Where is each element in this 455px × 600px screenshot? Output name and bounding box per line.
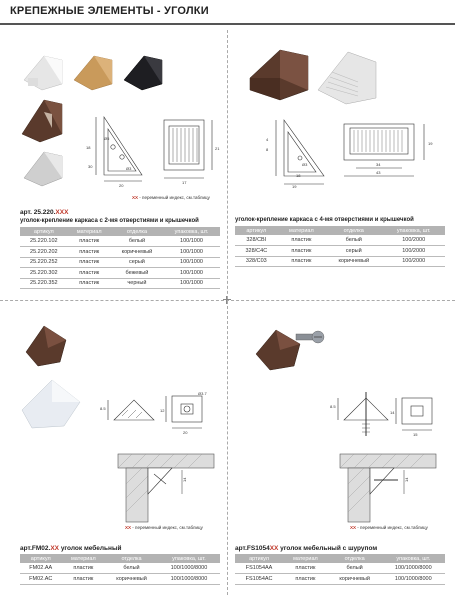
dim-left-0: 8.5	[100, 406, 106, 411]
photo-brown-corner-4hole	[250, 50, 308, 100]
table-cell: 25.220.302	[20, 268, 68, 279]
drawing-side-view	[338, 392, 388, 436]
table-fm02	[20, 554, 220, 585]
drawing-front-view	[344, 124, 424, 176]
photo-white-corner	[24, 56, 62, 90]
table-cell: пластик	[68, 268, 111, 279]
table-328	[235, 226, 445, 267]
col-finish: отделка	[328, 554, 382, 563]
photo-brown-corner	[22, 100, 62, 142]
table-cell: пластик	[278, 256, 325, 267]
table-cell: пластик	[68, 236, 111, 247]
table-cell: 100/1000	[163, 236, 220, 247]
dim-right-2: 20	[183, 430, 188, 435]
dim-left-3: Ø3	[126, 166, 132, 171]
drawing-side-view	[108, 400, 154, 420]
table-cell: 328/CBI	[235, 235, 278, 246]
table-cell: пластик	[68, 247, 111, 258]
table-cell: 328/C4C	[235, 246, 278, 257]
table-fs1054	[235, 554, 445, 585]
table-cell: белый	[105, 563, 158, 574]
drawing-front-view	[164, 120, 212, 178]
photo-brown-fm02	[26, 326, 66, 366]
table-row	[235, 235, 445, 246]
table-cell: пластик	[278, 246, 325, 257]
description-328: уголок-крепление каркаса с 4-мя отверстиями и крышечкой	[235, 217, 414, 223]
col-material: материал	[278, 226, 325, 235]
dim-left-0: 18	[86, 145, 91, 150]
table-cell: пластик	[62, 563, 106, 574]
dim-right-0: 14	[390, 410, 395, 415]
product-photos-328	[236, 38, 451, 203]
table-cell: пластик	[283, 574, 328, 585]
page-title: КРЕПЕЖНЫЕ ЭЛЕМЕНТЫ - УГОЛКИ	[10, 5, 209, 17]
col-pack: упаковка, шт.	[382, 554, 445, 563]
dim-install-0: 14	[182, 477, 187, 482]
table-cell: пластик	[62, 574, 106, 585]
note-variable-index: XX - переменный индекс, см.таблицу	[132, 195, 210, 200]
dim-left-2: Ø5	[104, 136, 110, 141]
table-row	[20, 563, 220, 574]
table-cell: серый	[111, 257, 163, 268]
col-finish: отделка	[325, 226, 382, 235]
table-cell: 25.220.352	[20, 278, 68, 289]
table-row	[20, 236, 220, 247]
table-cell: 328/C03	[235, 256, 278, 267]
table-cell: 100/1000	[163, 257, 220, 268]
photo-brown-fs1054	[256, 330, 324, 370]
col-article: артикул	[235, 554, 283, 563]
table-cell: пластик	[68, 278, 111, 289]
table-cell: FM02.AA	[20, 563, 62, 574]
dim-right-0: 34	[376, 162, 381, 167]
col-pack: упаковка, шт.	[163, 227, 220, 236]
table-cell: 100/2000	[382, 235, 445, 246]
col-article: артикул	[235, 226, 278, 235]
col-pack: упаковка, шт.	[382, 226, 445, 235]
drawing-side-view	[96, 117, 142, 181]
page-header	[0, 0, 455, 25]
table-cell: 100/1000/8000	[382, 574, 445, 585]
table-cell: коричневый	[105, 574, 158, 585]
dim-right-0: 21	[215, 146, 220, 151]
drawing-installation	[340, 454, 436, 522]
dim-right-2: 19	[428, 141, 433, 146]
table-row	[20, 257, 220, 268]
table-cell: белый	[328, 563, 382, 574]
dim-left-2: Ø3	[302, 162, 308, 167]
product-photos-fs1054	[236, 322, 451, 532]
product-photos-fm02	[14, 322, 224, 532]
table-cell: белый	[111, 236, 163, 247]
col-finish: отделка	[105, 554, 158, 563]
table-cell: FS1054AA	[235, 563, 283, 574]
dim-left-4: 19	[292, 184, 297, 189]
table-cell: серый	[325, 246, 382, 257]
col-material: материал	[283, 554, 328, 563]
photo-black-corner	[124, 56, 162, 90]
crop-mark	[223, 296, 231, 304]
table-row	[235, 246, 445, 257]
table-row	[235, 574, 445, 585]
table-cell: FS1054AC	[235, 574, 283, 585]
col-finish: отделка	[111, 227, 163, 236]
photo-beige-corner	[74, 56, 112, 90]
dim-right-0: Ø3.7	[198, 391, 207, 396]
dim-left-1: 30	[88, 164, 93, 169]
table-row	[235, 563, 445, 574]
table-row	[235, 256, 445, 267]
col-article: артикул	[20, 227, 68, 236]
table-cell: пластик	[278, 235, 325, 246]
article-fs1054: арт.FS1054XX уголок мебельный с шурупом	[235, 545, 378, 552]
table-cell: 25.220.252	[20, 257, 68, 268]
table-cell: коричневый	[325, 256, 382, 267]
note-variable-index: XX - переменный индекс, см.таблицу	[125, 525, 203, 530]
dim-right-1: 15	[413, 432, 418, 437]
table-cell: 25.220.102	[20, 236, 68, 247]
table-cell: коричневый	[111, 247, 163, 258]
article-25220: арт. 25.220.XXX	[20, 209, 69, 216]
dim-left-1: 8	[266, 147, 269, 152]
dim-left-0: 4	[266, 137, 269, 142]
dim-install-0: 14	[404, 477, 409, 482]
col-pack: упаковка, шт.	[158, 554, 220, 563]
table-row	[20, 247, 220, 258]
table-cell: коричневый	[328, 574, 382, 585]
col-article: артикул	[20, 554, 62, 563]
table-cell: 100/1000/8000	[158, 574, 220, 585]
col-material: материал	[62, 554, 106, 563]
article-fm02: арт.FM02.XX уголок мебельный	[20, 545, 122, 552]
product-photos-25220	[14, 38, 219, 203]
table-cell: черный	[111, 278, 163, 289]
drawing-front-view	[166, 396, 202, 428]
table-cell: FM02.AC	[20, 574, 62, 585]
note-variable-index: XX - переменный индекс, см.таблицу	[350, 525, 428, 530]
photo-gray-corner	[24, 152, 62, 186]
photo-white-fm02	[22, 380, 80, 428]
dim-left-0: 8.5	[330, 404, 336, 409]
table-cell: 100/1000/8000	[382, 563, 445, 574]
photo-white-corner-4hole	[318, 52, 376, 104]
table-cell: 25.220.202	[20, 247, 68, 258]
table-cell: 100/1000	[163, 268, 220, 279]
dim-right-1: 17	[182, 180, 187, 185]
table-cell: 100/1000	[163, 247, 220, 258]
table-cell: 100/1000	[163, 278, 220, 289]
drawing-front-view	[396, 398, 432, 430]
table-cell: пластик	[68, 257, 111, 268]
dim-left-4: 20	[119, 183, 124, 188]
table-cell: пластик	[283, 563, 328, 574]
dim-right-1: 12	[160, 408, 165, 413]
table-row	[20, 574, 220, 585]
table-cell: 100/1000/8000	[158, 563, 220, 574]
dim-left-3: 18	[296, 173, 301, 178]
col-material: материал	[68, 227, 111, 236]
table-cell: белый	[325, 235, 382, 246]
vertical-divider	[227, 30, 228, 595]
table-25220	[20, 227, 220, 289]
table-row	[20, 268, 220, 279]
dim-right-1: 43	[376, 170, 381, 175]
drawing-installation	[118, 454, 214, 522]
description-25220: уголок-крепление каркаса с 2-мя отверстиями и крышечкой	[20, 218, 199, 224]
table-cell: бежевый	[111, 268, 163, 279]
table-cell: 100/2000	[382, 246, 445, 257]
table-cell: 100/2000	[382, 256, 445, 267]
table-row	[20, 278, 220, 289]
